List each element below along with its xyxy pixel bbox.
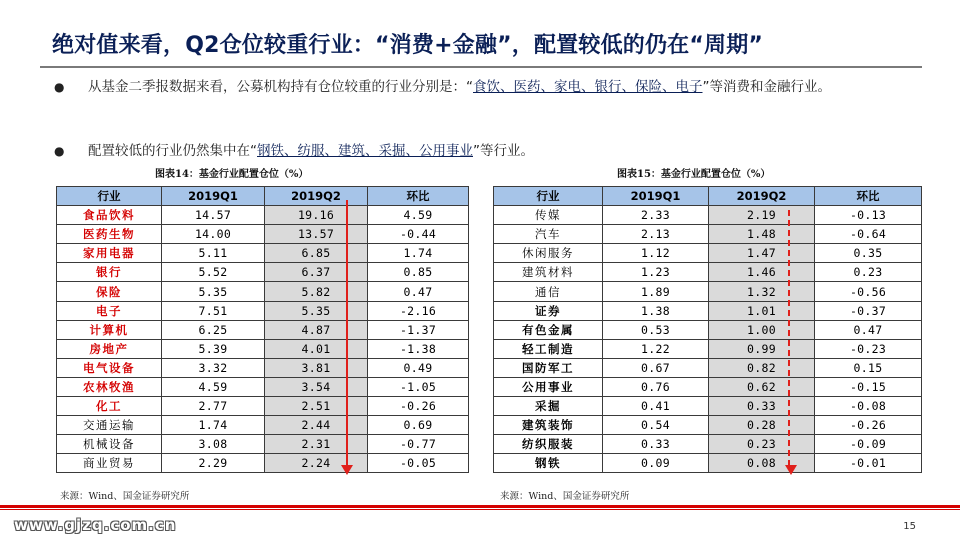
q1-value-cell: 2.77 <box>162 397 265 416</box>
change-value-cell: -0.13 <box>815 206 922 225</box>
table-row <box>494 397 922 416</box>
table-row <box>494 377 922 396</box>
footer-divider <box>0 505 960 508</box>
table-row <box>57 435 469 454</box>
industry-cell: 房地产 <box>57 339 162 358</box>
change-value-cell: -0.23 <box>815 339 922 358</box>
table-row <box>57 320 469 339</box>
q2-value-cell: 1.47 <box>709 244 815 263</box>
down-arrow-icon <box>788 210 790 466</box>
industry-cell: 公用事业 <box>494 377 603 396</box>
change-value-cell: 0.15 <box>815 358 922 377</box>
change-value-cell: -0.01 <box>815 454 922 473</box>
q2-value-cell: 4.01 <box>265 339 368 358</box>
header-change: 环比 <box>815 187 922 206</box>
q2-value-cell: 0.28 <box>709 416 815 435</box>
q1-value-cell: 6.25 <box>162 320 265 339</box>
q1-value-cell: 5.52 <box>162 263 265 282</box>
change-value-cell: -0.09 <box>815 435 922 454</box>
industry-cell: 电子 <box>57 301 162 320</box>
industry-cell: 传媒 <box>494 206 603 225</box>
change-value-cell: -0.37 <box>815 301 922 320</box>
title-divider <box>40 66 922 68</box>
industry-cell: 轻工制造 <box>494 339 603 358</box>
table-row <box>494 358 922 377</box>
bullet-dot-icon: ● <box>54 144 65 158</box>
q1-value-cell: 4.59 <box>162 377 265 396</box>
industry-cell: 建筑装饰 <box>494 416 603 435</box>
industry-cell: 交通运输 <box>57 416 162 435</box>
q1-value-cell: 1.74 <box>162 416 265 435</box>
footer-divider-thin <box>0 509 960 510</box>
q1-value-cell: 1.22 <box>603 339 709 358</box>
q2-value-cell: 2.51 <box>265 397 368 416</box>
table-row <box>494 454 922 473</box>
table-row <box>494 435 922 454</box>
change-value-cell: 1.74 <box>368 244 469 263</box>
change-value-cell: -0.56 <box>815 282 922 301</box>
q1-value-cell: 2.29 <box>162 454 265 473</box>
header-2019q1: 2019Q1 <box>603 187 709 206</box>
change-value-cell: -1.38 <box>368 339 469 358</box>
q2-value-cell: 5.82 <box>265 282 368 301</box>
table-row <box>494 206 922 225</box>
header-industry: 行业 <box>494 187 603 206</box>
table-row <box>494 225 922 244</box>
change-value-cell: -0.26 <box>368 397 469 416</box>
change-value-cell: 4.59 <box>368 206 469 225</box>
q1-value-cell: 0.76 <box>603 377 709 396</box>
q1-value-cell: 5.35 <box>162 282 265 301</box>
q2-value-cell: 0.82 <box>709 358 815 377</box>
bullet-dot-icon: ● <box>54 80 65 94</box>
industry-cell: 证券 <box>494 301 603 320</box>
bullet-1-post: ”等消费和金融行业。 <box>702 79 831 95</box>
bullet-2-post: ”等行业。 <box>473 143 534 159</box>
table-row <box>57 225 469 244</box>
q2-value-cell: 0.33 <box>709 397 815 416</box>
table-row <box>57 358 469 377</box>
page-number: 15 <box>903 521 916 532</box>
q1-value-cell: 1.12 <box>603 244 709 263</box>
q1-value-cell: 0.53 <box>603 320 709 339</box>
industry-cell: 医药生物 <box>57 225 162 244</box>
q1-value-cell: 5.11 <box>162 244 265 263</box>
change-value-cell: -0.05 <box>368 454 469 473</box>
table-row <box>57 397 469 416</box>
table-15-caption: 图表15：基金行业配置仓位（%） <box>617 169 771 180</box>
q2-value-cell: 1.32 <box>709 282 815 301</box>
change-value-cell: 0.23 <box>815 263 922 282</box>
industry-cell: 休闲服务 <box>494 244 603 263</box>
q1-value-cell: 3.32 <box>162 358 265 377</box>
change-value-cell: 0.69 <box>368 416 469 435</box>
industry-cell: 国防军工 <box>494 358 603 377</box>
industry-cell: 有色金属 <box>494 320 603 339</box>
table-15-source: 来源：Wind、国金证券研究所 <box>500 491 630 502</box>
q2-value-cell: 0.23 <box>709 435 815 454</box>
change-value-cell: 0.49 <box>368 358 469 377</box>
q2-value-cell: 1.46 <box>709 263 815 282</box>
table-row <box>494 416 922 435</box>
industry-cell: 食品饮料 <box>57 206 162 225</box>
industry-cell: 钢铁 <box>494 454 603 473</box>
table-14-source: 来源：Wind、国金证券研究所 <box>60 491 190 502</box>
industry-cell: 商业贸易 <box>57 454 162 473</box>
q2-value-cell: 3.81 <box>265 358 368 377</box>
change-value-cell: -0.44 <box>368 225 469 244</box>
q1-value-cell: 7.51 <box>162 301 265 320</box>
q2-value-cell: 1.01 <box>709 301 815 320</box>
table-row <box>494 244 922 263</box>
bullet-1-pre: 从基金二季报数据来看，公募机构持有仓位较重的行业分别是：“ <box>88 79 473 95</box>
q1-value-cell: 0.54 <box>603 416 709 435</box>
q2-value-cell: 2.44 <box>265 416 368 435</box>
industry-cell: 计算机 <box>57 320 162 339</box>
q2-value-cell: 13.57 <box>265 225 368 244</box>
change-value-cell: -0.77 <box>368 435 469 454</box>
change-value-cell: -0.08 <box>815 397 922 416</box>
change-value-cell: 0.47 <box>368 282 469 301</box>
industry-cell: 电气设备 <box>57 358 162 377</box>
bullet-2-pre: 配置较低的行业仍然集中在“ <box>88 143 257 159</box>
table-row <box>494 339 922 358</box>
industry-cell: 汽车 <box>494 225 603 244</box>
industry-cell: 机械设备 <box>57 435 162 454</box>
change-value-cell: -0.26 <box>815 416 922 435</box>
q2-value-cell: 0.08 <box>709 454 815 473</box>
q2-value-cell: 4.87 <box>265 320 368 339</box>
header-2019q1: 2019Q1 <box>162 187 265 206</box>
table-header-row <box>57 187 469 206</box>
q1-value-cell: 14.57 <box>162 206 265 225</box>
q2-value-cell: 6.37 <box>265 263 368 282</box>
q2-value-cell: 3.54 <box>265 377 368 396</box>
table-row <box>57 244 469 263</box>
q1-value-cell: 1.23 <box>603 263 709 282</box>
q1-value-cell: 3.08 <box>162 435 265 454</box>
q1-value-cell: 14.00 <box>162 225 265 244</box>
q1-value-cell: 1.89 <box>603 282 709 301</box>
table-row <box>57 301 469 320</box>
industry-cell: 银行 <box>57 263 162 282</box>
q2-value-cell: 1.48 <box>709 225 815 244</box>
industry-cell: 采掘 <box>494 397 603 416</box>
industry-cell: 纺织服装 <box>494 435 603 454</box>
q2-value-cell: 2.31 <box>265 435 368 454</box>
industry-allocation-table-1 <box>56 186 469 473</box>
industry-cell: 家用电器 <box>57 244 162 263</box>
change-value-cell: 0.35 <box>815 244 922 263</box>
industry-cell: 通信 <box>494 282 603 301</box>
table-row <box>494 301 922 320</box>
table-row <box>494 282 922 301</box>
slide-title: 绝对值来看，Q2仓位较重行业：“消费+金融”，配置较低的仍在“周期” <box>52 33 764 58</box>
q1-value-cell: 0.41 <box>603 397 709 416</box>
q2-value-cell: 0.99 <box>709 339 815 358</box>
q1-value-cell: 0.67 <box>603 358 709 377</box>
bullet-2-highlight: 钢铁、纺服、建筑、采掘、公用事业 <box>257 143 473 159</box>
table-14-caption: 图表14：基金行业配置仓位（%） <box>155 169 309 180</box>
bullet-1 <box>56 76 918 98</box>
table-row <box>57 206 469 225</box>
q1-value-cell: 1.38 <box>603 301 709 320</box>
q1-value-cell: 0.33 <box>603 435 709 454</box>
header-2019q2: 2019Q2 <box>265 187 368 206</box>
header-2019q2: 2019Q2 <box>709 187 815 206</box>
q1-value-cell: 2.13 <box>603 225 709 244</box>
q2-value-cell: 2.19 <box>709 206 815 225</box>
change-value-cell: -0.15 <box>815 377 922 396</box>
header-industry: 行业 <box>57 187 162 206</box>
bullet-1-highlight: 食饮、医药、家电、银行、保险、电子 <box>473 79 703 95</box>
q2-value-cell: 19.16 <box>265 206 368 225</box>
table-header-row <box>494 187 922 206</box>
q1-value-cell: 2.33 <box>603 206 709 225</box>
table-row <box>57 263 469 282</box>
industry-cell: 建筑材料 <box>494 263 603 282</box>
change-value-cell: 0.47 <box>815 320 922 339</box>
q2-value-cell: 6.85 <box>265 244 368 263</box>
table-row <box>494 320 922 339</box>
table-row <box>57 454 469 473</box>
down-arrow-icon <box>346 200 348 466</box>
q2-value-cell: 0.62 <box>709 377 815 396</box>
change-value-cell: 0.85 <box>368 263 469 282</box>
q1-value-cell: 0.09 <box>603 454 709 473</box>
change-value-cell: -2.16 <box>368 301 469 320</box>
industry-cell: 农林牧渔 <box>57 377 162 396</box>
table-row <box>57 282 469 301</box>
industry-allocation-table-2 <box>493 186 922 473</box>
q2-value-cell: 2.24 <box>265 454 368 473</box>
header-change: 环比 <box>368 187 469 206</box>
q2-value-cell: 1.00 <box>709 320 815 339</box>
website-link[interactable]: www.gjzq.com.cn <box>14 516 177 534</box>
table-row <box>57 416 469 435</box>
industry-cell: 化工 <box>57 397 162 416</box>
q1-value-cell: 5.39 <box>162 339 265 358</box>
bullet-2 <box>56 140 918 162</box>
q2-value-cell: 5.35 <box>265 301 368 320</box>
change-value-cell: -0.64 <box>815 225 922 244</box>
table-row <box>57 339 469 358</box>
change-value-cell: -1.37 <box>368 320 469 339</box>
table-row <box>494 263 922 282</box>
industry-cell: 保险 <box>57 282 162 301</box>
table-row <box>57 377 469 396</box>
change-value-cell: -1.05 <box>368 377 469 396</box>
